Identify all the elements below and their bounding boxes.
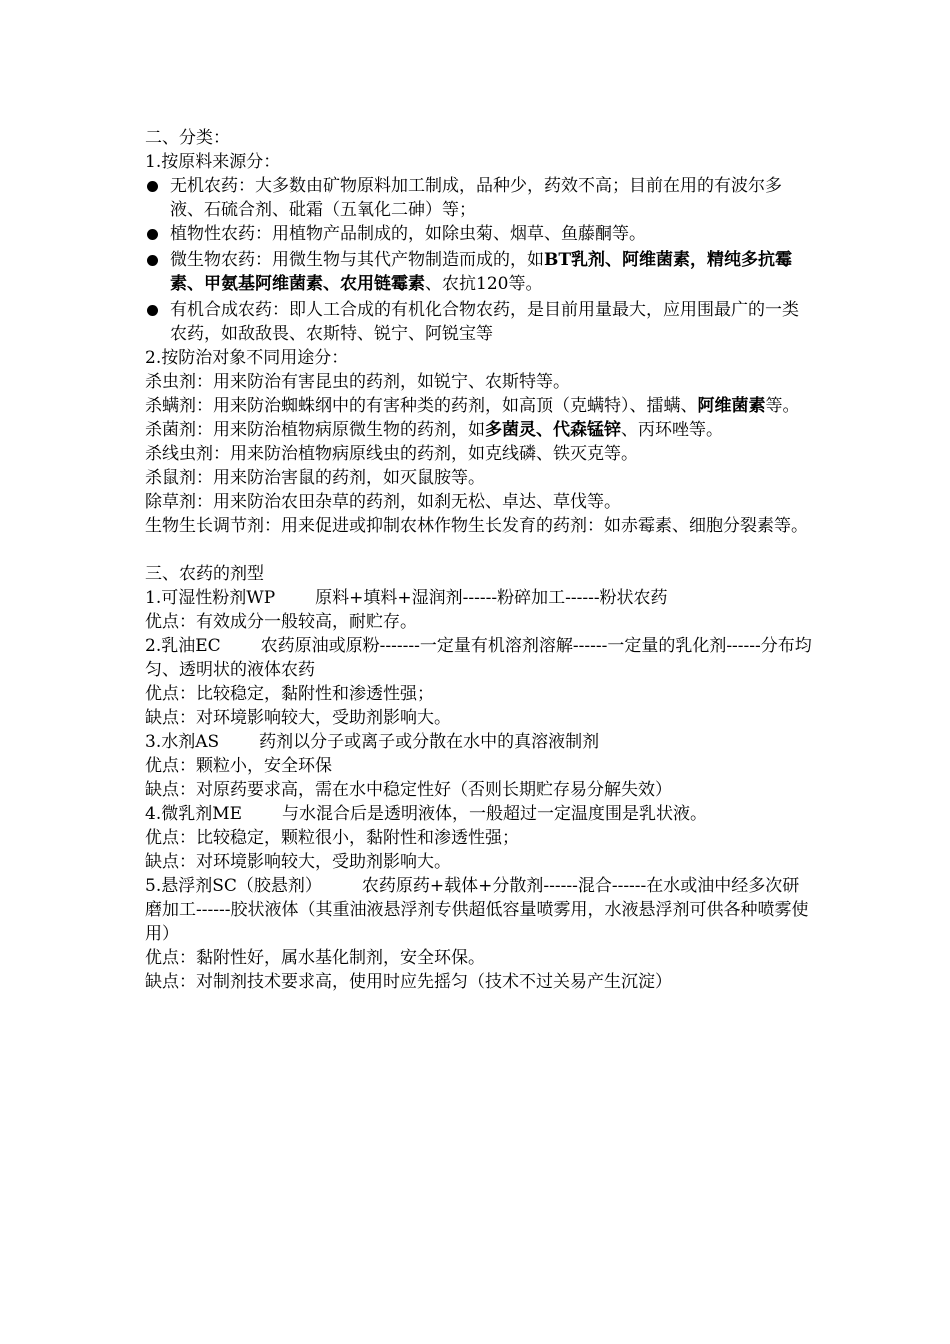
text: 微生物农药：用微生物与其代产物制造而成的，如 xyxy=(170,250,544,270)
bullet-microbial xyxy=(145,248,815,296)
text: 、农抗120等。 xyxy=(425,274,543,294)
bold-text: 多菌灵、代森锰锌 xyxy=(485,420,621,440)
formulation-sc-con: 缺点：对制剂技术要求高，使用时应先摇匀（技术不过关易产生沉淀） xyxy=(145,972,672,992)
section-2-title: 二、分类： xyxy=(145,128,230,148)
formulation-sc-pro: 优点：黏附性好，属水基化制剂，安全环保。 xyxy=(145,948,485,968)
formulation-sc xyxy=(145,874,815,946)
formulation-desc: 与水混合后是透明液体，一般超过一定温度围是乳状液。 xyxy=(282,804,708,824)
formulation-as-con: 缺点：对原药要求高，需在水中稳定性好（否则长期贮存易分解失效） xyxy=(145,780,672,800)
bold-text: BT乳剂、阿维菌素，精纯多抗霉素、甲氨基阿维菌素、农用链霉素 xyxy=(170,250,793,294)
bold-text: 阿维菌素 xyxy=(697,396,766,416)
formulation-desc: 农药原油或原粉-------一定量有机溶剂溶解------一定量的乳化剂------分布均匀、透明状的液体农药 xyxy=(145,636,812,680)
formulation-name: 3.水剂AS xyxy=(145,732,220,752)
fungicide xyxy=(145,418,815,442)
formulation-ec-con: 缺点：对环境影响较大，受助剂影响大。 xyxy=(145,708,451,728)
formulation-me xyxy=(145,802,815,826)
bullet-organic: 有机合成农药：即人工合成的有机化合物农药，是目前用量最大，应用围最广的一类农药，如敌敌畏、农斯特、锐宁、阿锐宝等 xyxy=(145,298,815,346)
formulation-as-pro: 优点：颗粒小，安全环保 xyxy=(145,756,332,776)
growth-regulator: 生物生长调节剂：用来促进或抑制农林作物生长发育的药剂：如赤霉素、细胞分裂素等。 xyxy=(145,516,808,536)
formulation-wp-pro: 优点：有效成分一般较高，耐贮存。 xyxy=(145,612,417,632)
section-3-title: 三、农药的剂型 xyxy=(145,564,264,584)
insecticide: 杀虫剂：用来防治有害昆虫的药剂，如锐宁、农斯特等。 xyxy=(145,372,570,392)
formulation-name: 4.微乳剂ME xyxy=(145,804,243,824)
document-body xyxy=(145,126,815,994)
nematicide: 杀线虫剂：用来防治植物病原线虫的药剂，如克线磷、铁灭克等。 xyxy=(145,444,638,464)
heading-by-use: 2.按防治对象不同用途分： xyxy=(145,348,349,368)
spacer xyxy=(145,538,815,562)
heading-by-source: 1.按原料来源分： xyxy=(145,152,281,172)
text: 杀菌剂：用来防治植物病原微生物的药剂，如 xyxy=(145,420,485,440)
bullet-botanical: 植物性农药：用植物产品制成的，如除虫菊、烟草、鱼藤酮等。 xyxy=(145,222,815,246)
formulation-as xyxy=(145,730,815,754)
acaricide xyxy=(145,394,815,418)
formulation-desc: 原料+填料+湿润剂------粉碎加工------粉状农药 xyxy=(315,588,668,608)
formulation-name: 1.可湿性粉剂WP xyxy=(145,588,276,608)
formulation-me-con: 缺点：对环境影响较大，受助剂影响大。 xyxy=(145,852,451,872)
text: 、丙环唑等。 xyxy=(621,420,723,440)
text: 杀螨剂：用来防治蜘蛛纲中的有害种类的药剂，如高顶（克螨特）、擂螨、 xyxy=(145,396,698,416)
text: 等。 xyxy=(765,396,800,416)
rodenticide: 杀鼠剂：用来防治害鼠的药剂，如灭鼠胺等。 xyxy=(145,468,485,488)
herbicide: 除草剂：用来防治农田杂草的药剂，如刹无松、卓达、草伐等。 xyxy=(145,492,621,512)
formulation-desc: 农药原药+载体+分散剂------混合------在水或油中经多次研磨加工------胶状液体（其重油液悬浮剂专供超低容量喷雾用，水液悬浮剂可供各种喷雾使用） xyxy=(145,876,809,944)
formulation-name: 5.悬浮剂SC（胶悬剂） xyxy=(145,876,322,896)
bullet-inorganic: 无机农药：大多数由矿物原料加工制成，品种少，药效不高；目前在用的有波尔多液、石硫合剂、砒霜（五氧化二砷）等； xyxy=(145,174,815,222)
formulation-name: 2.乳油EC xyxy=(145,636,221,656)
formulation-me-pro: 优点：比较稳定，颗粒很小，黏附性和渗透性强； xyxy=(145,828,519,848)
formulation-ec xyxy=(145,634,815,682)
formulation-wp xyxy=(145,586,815,610)
formulation-ec-pro: 优点：比较稳定，黏附性和渗透性强； xyxy=(145,684,434,704)
formulation-desc: 药剂以分子或离子或分散在水中的真溶液制剂 xyxy=(259,732,600,752)
